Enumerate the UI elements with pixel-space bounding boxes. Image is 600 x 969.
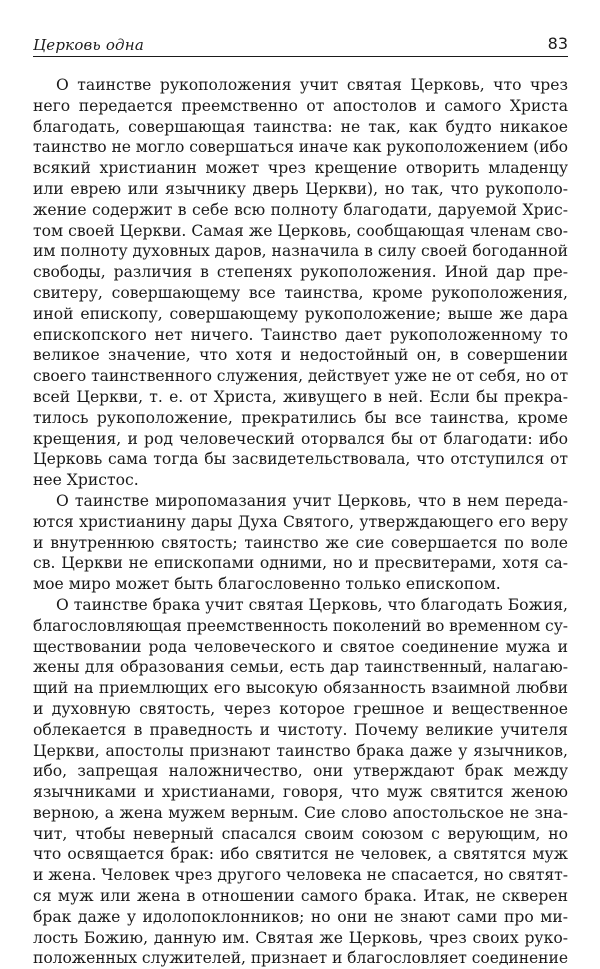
- text-line: всей Церкви, т. е. от Христа, живущего в ней. Если бы прекра-: [33, 387, 568, 406]
- text-line: ществовании рода человеческого и святое соединение мужа и: [33, 637, 568, 656]
- paragraph-brak: [33, 595, 568, 969]
- text-line: ются христианину дары Духа Святого, утверждающего его веру: [33, 512, 568, 531]
- text-line: Церкви, апостолы признают таинство брака даже у язычников,: [33, 741, 568, 760]
- text-line: всякий христианин может чрез крещение отворить младенцу: [33, 159, 568, 178]
- text-line: великое значение, что хотя и недостойный он, в совершении: [33, 346, 568, 365]
- text-line: него передается преемственно от апостолов и самого Христа: [33, 96, 568, 115]
- text-line: О таинстве брака учит святая Церковь, что благодать Божия,: [56, 595, 568, 614]
- text-line: таинство не могло совершаться иначе как рукоположением (ибо: [33, 138, 568, 157]
- paragraph-miropomazanie: [33, 491, 568, 595]
- text-line: тилось рукоположение, прекратились бы все таинства, кроме: [33, 408, 568, 427]
- text-line: своего таинственного служения, действует уже не от себя, но от: [33, 367, 569, 386]
- text-line: положенных служителей, признает и благословляет соединение: [33, 949, 568, 968]
- text-line: О таинстве рукоположения учит святая Церковь, что чрез: [56, 76, 568, 94]
- text-line: и духовную святость, через которое грешное и вещественное: [33, 699, 568, 718]
- text-line: мое миро может быть благословенно только епископом.: [33, 575, 501, 594]
- text-line: благословляющая преемственность поколений во временном су-: [33, 616, 568, 635]
- text-line: верною, а жена мужем верным. Сие слово апостольское не зна-: [33, 803, 568, 822]
- text-line: брак даже у идолопоклонников; но они не знают сами про ми-: [33, 907, 568, 926]
- running-header: [33, 34, 568, 57]
- text-line: св. Церкви не епископами одними, но и пресвитерами, хотя са-: [33, 554, 568, 573]
- text-line: ибо, запрещая наложничество, они утверждают брак между: [33, 762, 568, 781]
- text-line: язычниками и христианами, говоря, что муж святится женою: [33, 783, 568, 802]
- text-line: Церковь сама тогда бы засвидетельствовала, что отступился от: [33, 450, 568, 469]
- text-line: благодать, совершающая таинства: не так, как будто никакое: [33, 117, 568, 136]
- page-number: 83: [547, 34, 568, 53]
- text-line: жение содержит в себе всю полноту благодати, даруемой Хрис-: [33, 200, 568, 219]
- text-line: иной епископу, совершающему рукоположение; выше же дара: [33, 304, 568, 323]
- text-line: свободы, различия в степенях рукоположения. Иной дар пре-: [33, 263, 568, 282]
- book-page: [33, 34, 568, 969]
- text-line: щий на приемлющих его высокую обязанность взаимной любви: [33, 679, 568, 698]
- text-line: или еврею или язычнику дверь Церкви), но так, что рукополо-: [33, 179, 568, 198]
- text-line: свитеру, совершающему все таинства, кроме рукоположения,: [33, 283, 568, 302]
- text-line: О таинстве миропомазания учит Церковь, что в нем переда-: [56, 491, 568, 510]
- text-line: том своей Церкви. Самая же Церковь, сообщающая членам сво-: [33, 221, 568, 240]
- text-line: что освящается брак: ибо святится не человек, а святятся муж: [33, 845, 568, 864]
- text-line: крещения, и род человеческий оторвался бы от благодати: ибо: [33, 429, 568, 448]
- running-title: Церковь одна: [33, 36, 144, 54]
- text-line: епископского нет ничего. Таинство дает рукоположенному то: [33, 325, 568, 344]
- text-line: им полноту духовных даров, назначила в силу своей богоданной: [33, 242, 569, 261]
- body-text: [33, 75, 568, 969]
- paragraph-rukopolozhenie: [33, 75, 568, 491]
- text-line: жены для образования семьи, есть дар таинственный, налагаю-: [33, 658, 568, 677]
- text-line: и внутреннюю святость; таинство же сие совершается по воле: [33, 533, 568, 552]
- text-line: облекается в праведность и чистоту. Почему великие учителя: [33, 720, 568, 739]
- text-line: ся муж или жена в отношении самого брака. Итак, не скверен: [33, 887, 568, 906]
- text-line: и жена. Человек чрез другого человека не спасается, но святят-: [33, 866, 568, 885]
- text-line: лость Божию, данную им. Святая же Церковь, чрез своих руко-: [33, 928, 568, 947]
- text-line: чит, чтобы неверный спасался своим союзом с верующим, но: [33, 824, 568, 843]
- text-line: нее Христос.: [33, 471, 139, 490]
